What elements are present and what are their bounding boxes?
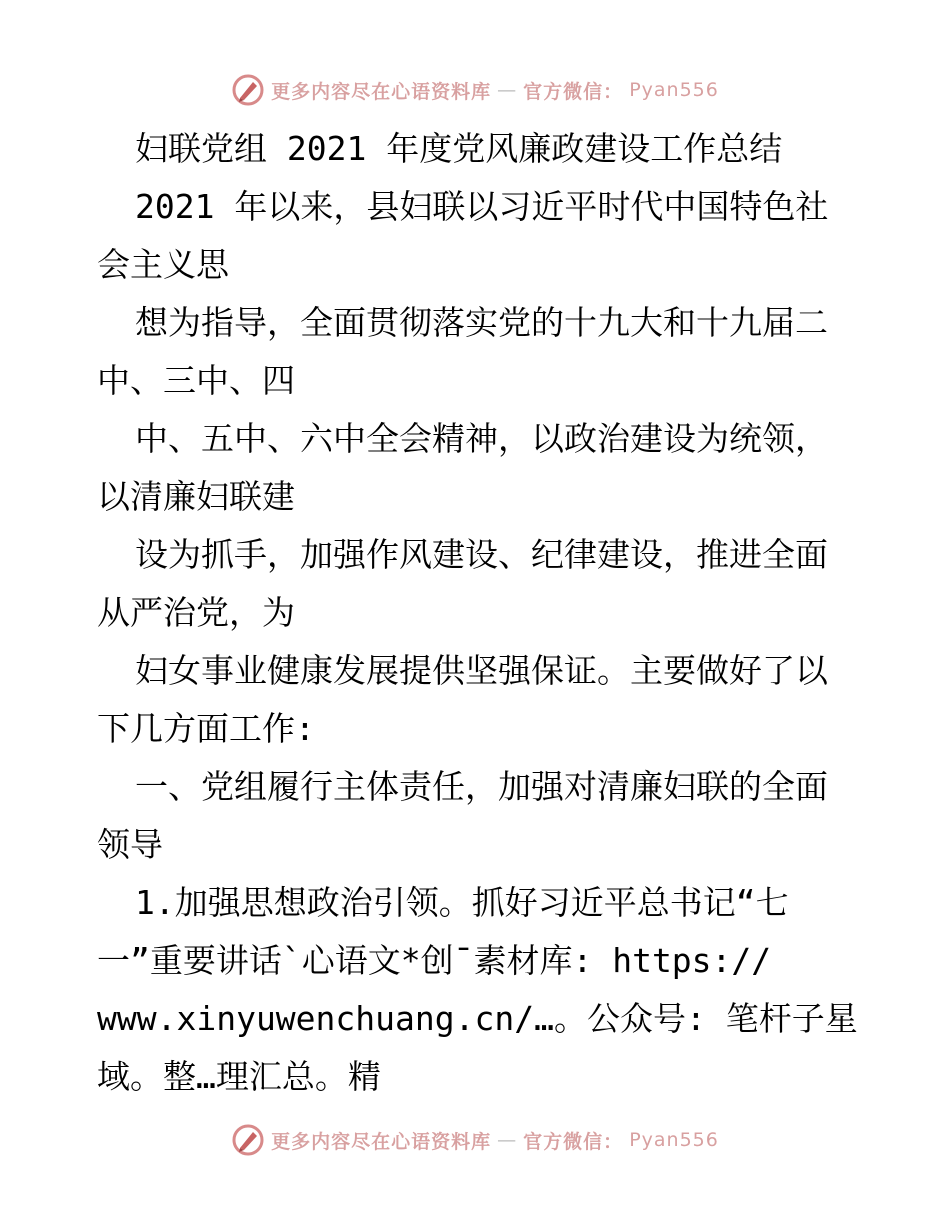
section-heading-line: 领导 <box>97 825 163 864</box>
watermark-text: 更多内容尽在心语资料库 <box>271 1130 492 1153</box>
paragraph-line: 以清廉妇联建 <box>97 477 295 516</box>
document-title: 妇联党组 2021 年度党风廉政建设工作总结 <box>135 129 783 168</box>
watermark-footer <box>0 1120 950 1160</box>
paragraph-line: 会主义思 <box>97 245 229 284</box>
watermark-official: 官方微信： <box>523 1130 624 1153</box>
watermark-dash: — <box>497 79 518 101</box>
watermark-dash: — <box>497 1129 518 1151</box>
watermark-text: 更多内容尽在心语资料库 <box>271 80 492 103</box>
watermark-header <box>0 70 950 110</box>
paragraph-line: 妇女事业健康发展提供坚强保证。主要做好了以 <box>135 651 828 690</box>
paragraph-line: 中、三中、四 <box>97 361 295 400</box>
paragraph-line: 2021 年以来，县妇联以习近平时代中国特色社 <box>135 187 829 226</box>
pen-logo-icon <box>231 1123 265 1157</box>
section-heading-line: 一、党组履行主体责任，加强对清廉妇联的全面 <box>135 767 828 806</box>
paragraph-line: 设为抓手，加强作风建设、纪律建设，推进全面 <box>135 535 828 574</box>
paragraph-line: 1.加强思想政治引领。抓好习近平总书记“七 <box>135 883 789 922</box>
paragraph-line: 域。整…理汇总。精 <box>97 1057 381 1096</box>
paragraph-line: 从严治党，为 <box>97 593 295 632</box>
document-body <box>97 120 857 1106</box>
paragraph-line: 想为指导，全面贯彻落实党的十九大和十九届二 <box>135 303 828 342</box>
paragraph-line: 一”重要讲话`心语文*创¯素材库: https:// <box>97 941 772 980</box>
watermark-wechat-id: Pyan556 <box>629 1129 719 1151</box>
pen-logo-icon <box>231 73 265 107</box>
paragraph-line: 下几方面工作: <box>97 709 315 748</box>
paragraph-line: www.xinyuwenchuang.cn/…。公众号: 笔杆子星 <box>97 999 858 1038</box>
paragraph-line: 中、五中、六中全会精神，以政治建设为统领， <box>135 419 828 458</box>
watermark-wechat-id: Pyan556 <box>629 79 719 101</box>
watermark-official: 官方微信： <box>523 80 624 103</box>
